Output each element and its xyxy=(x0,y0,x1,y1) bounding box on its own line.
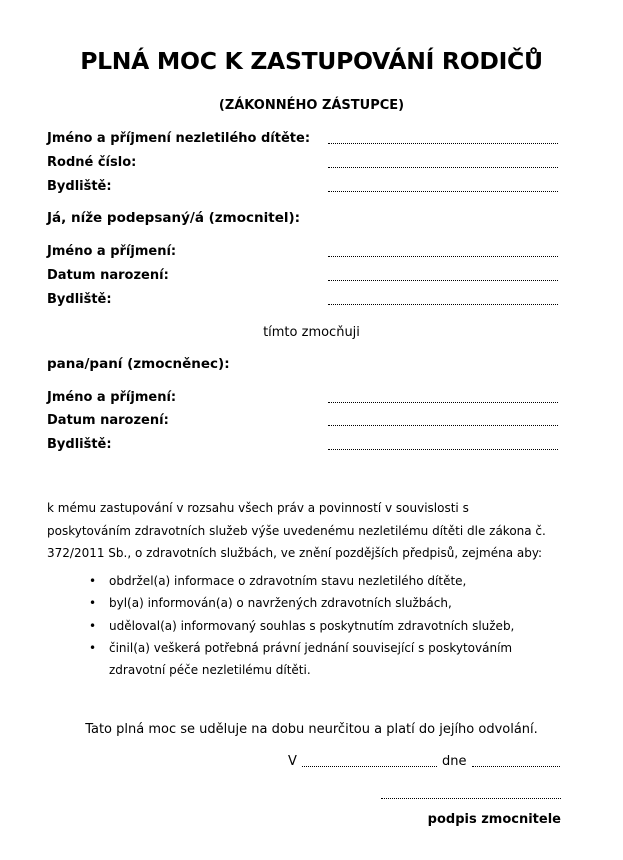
list-item xyxy=(47,570,514,592)
authority-list xyxy=(47,570,514,681)
signature-field[interactable] xyxy=(381,798,561,799)
list-item xyxy=(47,615,514,637)
bullet-icon: • xyxy=(89,618,97,633)
scope-line: poskytováním zdravotních služeb výše uvedenému nezletilému dítěti dle zákona č. xyxy=(47,523,546,538)
place-field[interactable] xyxy=(302,766,437,767)
agent-name-row xyxy=(47,390,562,408)
child-address-label: Bydliště: xyxy=(47,179,112,194)
agent-name-field[interactable] xyxy=(328,402,558,403)
document-title: PLNÁ MOC K ZASTUPOVÁNÍ RODIČŮ xyxy=(80,47,543,75)
agent-address-label: Bydliště: xyxy=(47,437,112,452)
list-item xyxy=(47,637,514,659)
list-item-continuation xyxy=(47,659,514,681)
child-birth-number-field[interactable] xyxy=(328,167,558,168)
principal-heading: Já, níže podepsaný/á (zmocnitel): xyxy=(47,210,301,226)
scope-paragraph xyxy=(47,497,577,565)
principal-name-field[interactable] xyxy=(328,256,558,257)
authorize-text: tímto zmocňuji xyxy=(263,325,360,340)
date-label: dne xyxy=(442,754,467,769)
agent-dob-label: Datum narození: xyxy=(47,413,169,428)
child-name-row xyxy=(47,131,562,149)
signature-label: podpis zmocnitele xyxy=(427,812,561,827)
list-item xyxy=(47,592,514,614)
scope-line: k mému zastupování v rozsahu všech práv a povinností v souvislosti s xyxy=(47,501,469,515)
list-item-text: uděloval(a) informovaný souhlas s poskytnutím zdravotních služeb, xyxy=(109,618,515,633)
principal-name-row xyxy=(47,244,562,262)
principal-dob-field[interactable] xyxy=(328,280,558,281)
document-subtitle: (ZÁKONNÉHO ZÁSTUPCE) xyxy=(218,98,405,113)
list-item-text: obdržel(a) informace o zdravotním stavu nezletilého dítěte, xyxy=(109,574,467,588)
agent-address-row xyxy=(47,437,562,455)
agent-heading: pana/paní (zmocněnec): xyxy=(47,356,230,372)
agent-dob-row xyxy=(47,413,562,431)
list-item-text: činil(a) veškerá potřebná právní jednání související s poskytováním xyxy=(109,640,513,655)
list-item-text: byl(a) informován(a) o navržených zdravotních službách, xyxy=(109,596,452,611)
bullet-icon: • xyxy=(89,596,97,611)
principal-dob-label: Datum narození: xyxy=(47,268,169,283)
principal-address-field[interactable] xyxy=(328,304,558,305)
child-address-field[interactable] xyxy=(328,191,558,192)
date-field[interactable] xyxy=(472,766,560,767)
principal-dob-row xyxy=(47,268,562,286)
principal-name-label: Jméno a příjmení: xyxy=(47,244,177,259)
child-birth-number-label: Rodné číslo: xyxy=(47,155,137,170)
validity-statement: Tato plná moc se uděluje na dobu neurčitou a platí do jejího odvolání. xyxy=(85,722,538,737)
list-item-text: zdravotní péče nezletilému dítěti. xyxy=(109,663,311,678)
child-birth-number-row xyxy=(47,155,562,173)
child-name-field[interactable] xyxy=(328,143,558,144)
agent-dob-field[interactable] xyxy=(328,425,558,426)
child-address-row xyxy=(47,179,562,197)
principal-address-label: Bydliště: xyxy=(47,292,112,307)
agent-name-label: Jméno a příjmení: xyxy=(47,390,177,405)
place-label: V xyxy=(288,754,297,769)
principal-address-row xyxy=(47,292,562,310)
child-name-label: Jméno a příjmení nezletilého dítěte: xyxy=(47,131,311,146)
scope-line: 372/2011 Sb., o zdravotních službách, ve znění pozdějších předpisů, zejména aby: xyxy=(47,546,543,560)
place-date-row xyxy=(288,754,563,772)
agent-address-field[interactable] xyxy=(328,449,558,450)
bullet-icon: • xyxy=(89,640,97,655)
bullet-icon: • xyxy=(89,574,97,588)
